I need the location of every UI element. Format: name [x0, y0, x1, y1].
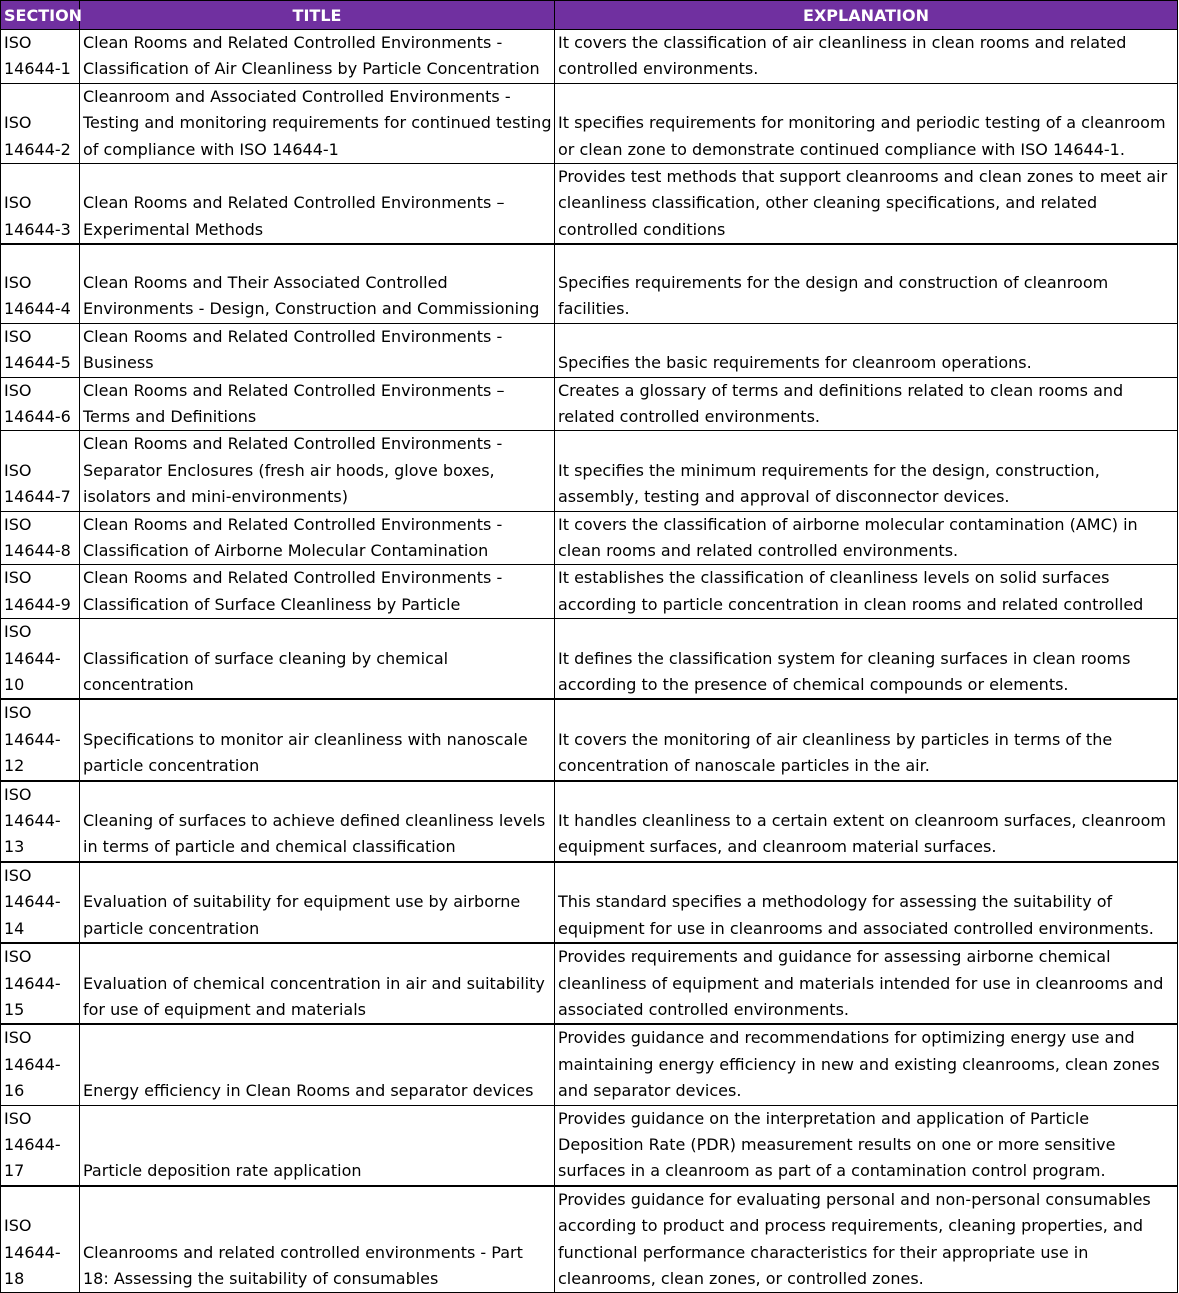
- section-prefix: ISO: [4, 784, 32, 804]
- cell-section: [1, 943, 80, 1024]
- section-prefix: ISO: [4, 514, 32, 534]
- table-row: [1, 164, 1178, 245]
- cell-section: [1, 164, 80, 245]
- section-number: 14644-17: [4, 1134, 61, 1181]
- section-number: 14644-7: [4, 487, 71, 507]
- cell-explanation: It specifies the minimum requirements for the design, construction, assembly, testing and approval of disconnector devices.: [555, 431, 1178, 511]
- cell-section: [1, 30, 80, 84]
- cell-explanation: This standard specifies a methodology for assessing the suitability of equipment for use in cleanrooms and associated controlled environments.: [555, 862, 1178, 943]
- table-row: [1, 862, 1178, 943]
- cell-section: [1, 377, 80, 431]
- header-title: TITLE: [80, 1, 555, 30]
- cell-title: Energy efficiency in Clean Rooms and separator devices: [80, 1024, 555, 1105]
- header-row: [1, 1, 1178, 30]
- cell-section: [1, 862, 80, 943]
- section-number: 14644-1: [4, 59, 71, 79]
- cell-section: [1, 565, 80, 619]
- section-number: 14644-12: [4, 729, 61, 776]
- cell-section: [1, 83, 80, 163]
- table-row: [1, 377, 1178, 431]
- cell-title: Clean Rooms and Related Controlled Environments - Business: [80, 323, 555, 377]
- section-number: 14644-4: [4, 299, 71, 319]
- table-row: [1, 1186, 1178, 1293]
- cell-section: [1, 619, 80, 700]
- section-prefix: ISO: [4, 568, 32, 588]
- section-prefix: ISO: [4, 1028, 32, 1048]
- section-prefix: ISO: [4, 33, 32, 52]
- section-number: 14644-18: [4, 1242, 61, 1288]
- cell-title: Evaluation of suitability for equipment use by airborne particle concentration: [80, 862, 555, 943]
- cell-title: Clean Rooms and Related Controlled Environments - Classification of Air Cleanliness by Particle Concentration: [80, 30, 555, 84]
- cell-section: [1, 699, 80, 780]
- section-prefix: ISO: [4, 272, 32, 292]
- header-section: SECTION: [1, 1, 80, 30]
- table-row: [1, 1105, 1178, 1186]
- cell-explanation: It specifies requirements for monitoring and periodic testing of a cleanroom or clean zone to demonstrate continued compliance with ISO 14644-1.: [555, 83, 1178, 163]
- section-number: 14644-10: [4, 648, 61, 695]
- table-row: [1, 699, 1178, 780]
- cell-explanation: It covers the monitoring of air cleanliness by particles in terms of the concentration of nanoscale particles in the air.: [555, 699, 1178, 780]
- table-row: [1, 619, 1178, 700]
- section-prefix: ISO: [4, 1216, 32, 1236]
- cell-explanation: Provides guidance and recommendations for optimizing energy use and maintaining energy efficiency in new and existing cleanrooms, clean zones and separator devices.: [555, 1024, 1178, 1105]
- cell-explanation: Provides requirements and guidance for assessing airborne chemical cleanliness of equipment and materials intended for use in cleanrooms and associated controlled environments.: [555, 943, 1178, 1024]
- table-row: [1, 1024, 1178, 1105]
- table-row: [1, 431, 1178, 511]
- table-body: [1, 30, 1178, 1293]
- cell-explanation: Provides test methods that support cleanrooms and clean zones to meet air cleanliness classification, other cleaning specifications, and related controlled conditions: [555, 164, 1178, 245]
- section-number: 14644-9: [4, 594, 71, 614]
- table-row: [1, 30, 1178, 84]
- cell-explanation: It establishes the classification of cleanliness levels on solid surfaces according to particle concentration in clean rooms and related controlled: [555, 565, 1178, 619]
- section-number: 14644-5: [4, 353, 71, 373]
- cell-section: [1, 431, 80, 511]
- section-number: 14644-3: [4, 219, 71, 239]
- cell-section: [1, 1186, 80, 1293]
- cell-title: Particle deposition rate application: [80, 1105, 555, 1186]
- cell-explanation: It handles cleanliness to a certain extent on cleanroom surfaces, cleanroom equipment surfaces, and cleanroom material surfaces.: [555, 781, 1178, 862]
- header-explanation: EXPLANATION: [555, 1, 1178, 30]
- cell-title: Evaluation of chemical concentration in air and suitability for use of equipment and materials: [80, 943, 555, 1024]
- table-row: [1, 565, 1178, 619]
- cell-section: [1, 1024, 80, 1105]
- cell-section: [1, 323, 80, 377]
- cell-explanation: It covers the classification of air cleanliness in clean rooms and related controlled environments.: [555, 30, 1178, 84]
- table-row: [1, 943, 1178, 1024]
- cell-title: Classification of surface cleaning by chemical concentration: [80, 619, 555, 700]
- cell-section: [1, 511, 80, 565]
- section-number: 14644-6: [4, 406, 71, 426]
- cell-title: Clean Rooms and Related Controlled Environments – Terms and Definitions: [80, 377, 555, 431]
- cell-title: Cleanrooms and related controlled environments - Part 18: Assessing the suitability of consumables: [80, 1186, 555, 1293]
- table-row: [1, 244, 1178, 323]
- cell-section: [1, 244, 80, 323]
- section-prefix: ISO: [4, 865, 32, 885]
- table-row: [1, 511, 1178, 565]
- section-number: 14644-13: [4, 811, 61, 857]
- section-prefix: ISO: [4, 947, 32, 967]
- table-row: [1, 83, 1178, 163]
- cell-explanation: Specifies the basic requirements for cleanroom operations.: [555, 323, 1178, 377]
- cell-explanation: Provides guidance for evaluating personal and non-personal consumables according to product and process requirements, cleaning properties, and functional performance characteristics for their appropriate use in cleanrooms, clean zones, or controlled zones.: [555, 1186, 1178, 1293]
- cell-title: Clean Rooms and Related Controlled Environments - Separator Enclosures (fresh air hoods, glove boxes, isolators and mini-environments): [80, 431, 555, 511]
- section-prefix: ISO: [4, 703, 32, 723]
- section-number: 14644-8: [4, 541, 71, 560]
- cell-title: Cleaning of surfaces to achieve defined cleanliness levels in terms of particle and chemical classification: [80, 781, 555, 862]
- cell-title: Cleanroom and Associated Controlled Environments - Testing and monitoring requirements for continued testing of compliance with ISO 14644-1: [80, 83, 555, 163]
- section-prefix: ISO: [4, 460, 32, 480]
- section-prefix: ISO: [4, 380, 32, 400]
- cell-explanation: Provides guidance on the interpretation and application of Particle Deposition Rate (PDR) measurement results on one or more sensitive surfaces in a cleanroom as part of a contamination control program.: [555, 1105, 1178, 1186]
- section-prefix: ISO: [4, 326, 32, 346]
- section-prefix: ISO: [4, 622, 32, 642]
- section-prefix: ISO: [4, 1108, 32, 1128]
- cell-section: [1, 1105, 80, 1186]
- table-row: [1, 781, 1178, 862]
- section-prefix: ISO: [4, 113, 32, 133]
- cell-title: Specifications to monitor air cleanliness with nanoscale particle concentration: [80, 699, 555, 780]
- section-number: 14644-14: [4, 892, 61, 938]
- table-row: [1, 323, 1178, 377]
- cell-explanation: It defines the classification system for cleaning surfaces in clean rooms according to the presence of chemical compounds or elements.: [555, 619, 1178, 700]
- section-number: 14644-2: [4, 139, 71, 159]
- section-prefix: ISO: [4, 193, 32, 213]
- cell-explanation: Specifies requirements for the design and construction of cleanroom facilities.: [555, 244, 1178, 323]
- section-number: 14644-16: [4, 1054, 61, 1101]
- cell-explanation: Creates a glossary of terms and definitions related to clean rooms and related controlled environments.: [555, 377, 1178, 431]
- section-number: 14644-15: [4, 973, 61, 1019]
- cell-title: Clean Rooms and Their Associated Controlled Environments - Design, Construction and Commissioning: [80, 244, 555, 323]
- cell-title: Clean Rooms and Related Controlled Environments - Classification of Airborne Molecular Contamination: [80, 511, 555, 565]
- cell-title: Clean Rooms and Related Controlled Environments - Classification of Surface Cleanliness by Particle: [80, 565, 555, 619]
- cell-explanation: It covers the classification of airborne molecular contamination (AMC) in clean rooms and related controlled environments.: [555, 511, 1178, 565]
- cell-section: [1, 781, 80, 862]
- cell-title: Clean Rooms and Related Controlled Environments – Experimental Methods: [80, 164, 555, 245]
